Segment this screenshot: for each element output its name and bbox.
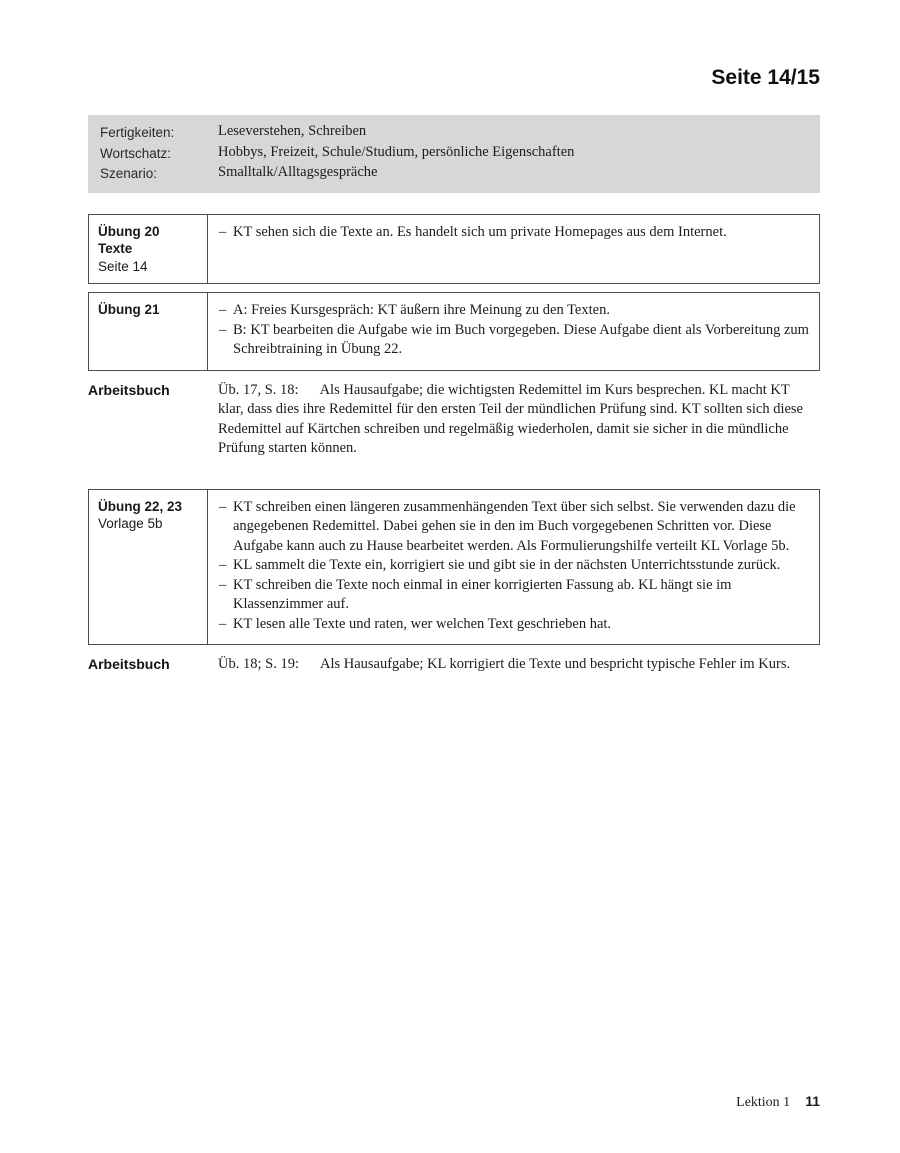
info-label: Fertigkeiten:	[100, 125, 175, 140]
arbeitsbuch-row-2	[88, 655, 820, 675]
list-item-text: A: Freies Kursgespräch: KT äußern ihre Meinung zu den Texten.	[233, 302, 610, 318]
skills-info-box	[88, 115, 820, 193]
spacer	[88, 475, 820, 489]
dash-marker: –	[219, 302, 227, 318]
arbeitsbuch-label: Arbeitsbuch	[88, 656, 170, 672]
info-label: Wortschatz:	[100, 145, 172, 161]
exercise-page-ref: Seite 14	[98, 258, 148, 274]
page-footer	[736, 1093, 820, 1111]
exercise-title: Übung 22, 23	[98, 498, 183, 514]
arbeitsbuch-content	[218, 381, 820, 459]
info-row-wortschatz	[88, 143, 820, 164]
exercise-content-cell	[208, 215, 819, 284]
dash-marker: –	[219, 498, 227, 515]
list-item-text: KT schreiben die Texte noch einmal in einer korrigierten Fassung ab. KL hängt sie im Klassenzimmer auf.	[233, 576, 732, 612]
dash-marker: –	[219, 223, 227, 240]
footer-lektion-label: Lektion 1	[736, 1095, 791, 1110]
list-item	[219, 615, 809, 635]
dash-marker: –	[219, 576, 227, 593]
info-value: Hobbys, Freizeit, Schule/Studium, persönliche Eigenschaften	[218, 143, 575, 160]
arbeitsbuch-content	[218, 655, 820, 675]
list-item-text: B: KT bearbeiten die Aufgabe wie im Buch vorgegeben. Diese Aufgabe dient als Vorbereitung zum Schreibtraining in Übung 22.	[233, 321, 809, 357]
info-value: Smalltalk/Alltagsgespräche	[218, 164, 378, 180]
list-item	[219, 301, 809, 321]
exercise-title: Übung 21	[98, 302, 160, 317]
list-item-text: KT lesen alle Texte und raten, wer welchen Text geschrieben hat.	[233, 615, 612, 632]
list-item	[219, 498, 809, 557]
arbeitsbuch-label: Arbeitsbuch	[88, 381, 170, 398]
arbeitsbuch-exercise-ref: Üb. 18; S. 19:	[218, 656, 299, 672]
list-item	[219, 556, 809, 576]
exercise-label-cell	[89, 215, 208, 284]
page-title: Seite 14/15	[711, 66, 820, 89]
exercise-template-ref: Vorlage 5b	[98, 516, 163, 531]
info-label: Szenario:	[100, 166, 158, 181]
exercise-content-cell	[208, 293, 819, 370]
info-value: Leseverstehen, Schreiben	[218, 123, 367, 139]
list-item-text: KT sehen sich die Texte an. Es handelt sich um private Homepages aus dem Internet.	[233, 223, 727, 240]
list-item	[219, 321, 809, 360]
exercise-content-cell	[208, 490, 819, 645]
info-row-fertigkeiten	[88, 122, 820, 143]
exercise-title: Übung 20	[98, 223, 160, 239]
arbeitsbuch-exercise-ref: Üb. 17, S. 18:	[218, 381, 299, 398]
list-item	[219, 576, 809, 615]
info-row-szenario	[88, 163, 820, 184]
arbeitsbuch-text: Als Hausaufgabe; KL korrigiert die Texte und bespricht typische Fehler im Kurs.	[319, 656, 791, 672]
dash-marker: –	[219, 615, 227, 632]
exercise-label-cell	[89, 293, 208, 370]
list-item-text: KL sammelt die Texte ein, korrigiert sie und gibt sie in der nächsten Unterrichtsstunde zurück.	[233, 557, 781, 573]
footer-page-number: 11	[805, 1093, 820, 1109]
exercise-label-cell	[89, 490, 208, 645]
dash-marker: –	[219, 321, 227, 338]
list-item-text: KT schreiben einen längeren zusammenhängenden Text über sich selbst. Sie verwenden dazu die angegebenen Redemittel. Dabei gehen sie in den im Buch vorgegebenen Schritten vor. Diese Aufgabe kann auch zu Hause bearbeitet werden. Als Formulierungshilfe verteilt KL Vorlage 5b.	[233, 498, 796, 554]
list-item	[219, 223, 809, 243]
exercise-box-uebung-21	[88, 292, 820, 371]
exercise-box-uebung-22-23	[88, 489, 820, 646]
dash-marker: –	[219, 557, 227, 573]
arbeitsbuch-text: Als Hausaufgabe; die wichtigsten Redemittel im Kurs besprechen. KL macht KT klar, dass dies ihre Redemittel für den ersten Teil der mündlichen Prüfung sind. KT sollten sich diese Redemittel auf Kärtchen schreiben und regelmäßig wiederholen, damit sie sicher in die mündliche Prüfung starten können.	[218, 381, 803, 456]
arbeitsbuch-row-1	[88, 381, 820, 459]
exercise-box-uebung-20	[88, 214, 820, 285]
exercise-subtitle: Texte	[98, 241, 133, 256]
